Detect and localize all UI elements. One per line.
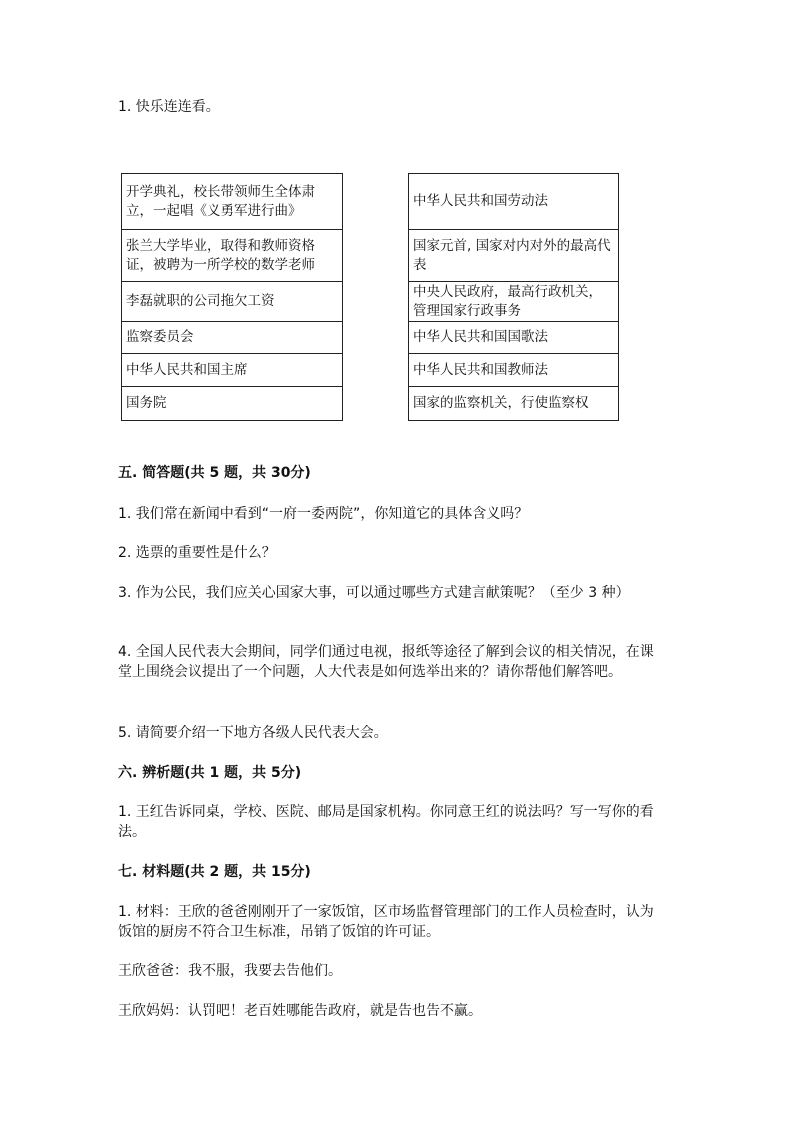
match-left-item: 李磊就职的公司拖欠工资 [122, 282, 343, 322]
match-left-item: 监察委员会 [122, 322, 343, 354]
match-right-item: 国家元首, 国家对内对外的最高代表 [409, 230, 619, 282]
match-right-item: 中华人民共和国劳动法 [409, 174, 619, 230]
match-left-item: 国务院 [122, 387, 343, 421]
match-right-item: 中央人民政府，最高行政机关，管理国家行政事务 [409, 282, 619, 322]
section-5-question-1: 1. 我们常在新闻中看到“一府一委两院”，你知道它的具体含义吗？ [118, 506, 529, 522]
match-left-column [121, 173, 343, 421]
match-right-column [408, 173, 619, 421]
section-7-material: 1. 材料：王欣的爸爸刚刚开了一家饭馆，区市场监督管理部门的工作人员检查时，认为饭馆的厨房不符合卫生标准，吊销了饭馆的许可证。 [118, 904, 654, 940]
match-right-item: 中华人民共和国教师法 [409, 354, 619, 387]
section-7-dad-quote: 王欣爸爸：我不服，我要去告他们。 [118, 963, 342, 979]
match-left-item: 开学典礼，校长带领师生全体肃立，一起唱《义勇军进行曲》 [122, 174, 343, 230]
section-7-title: 七. 材料题(共 2 题，共 15分) [118, 864, 311, 880]
section-5-title: 五. 简答题(共 5 题，共 30分) [118, 465, 311, 481]
match-left-item: 张兰大学毕业，取得和教师资格证，被聘为一所学校的数学老师 [122, 230, 343, 282]
section-7-mom-quote: 王欣妈妈：认罚吧！老百姓哪能告政府，就是告也告不赢。 [118, 1003, 482, 1019]
section-5-question-2: 2. 选票的重要性是什么？ [118, 545, 276, 561]
question-1-intro: 1. 快乐连连看。 [118, 99, 220, 115]
section-5-question-3: 3. 作为公民，我们应关心国家大事，可以通过哪些方式建言献策呢？（至少 3 种） [118, 585, 630, 601]
section-6-question-1: 1. 王红告诉同桌，学校、医院、邮局是国家机构。你同意王红的说法吗？写一写你的看法。 [118, 804, 654, 840]
section-5-question-4: 4. 全国人民代表大会期间，同学们通过电视，报纸等途径了解到会议的相关情况，在课堂上围绕会议提出了一个问题，人大代表是如何选举出来的？请你帮他们解答吧。 [118, 644, 654, 680]
section-6-title: 六. 辨析题(共 1 题，共 5分) [118, 765, 302, 781]
section-5-question-5: 5. 请简要介绍一下地方各级人民代表大会。 [118, 725, 388, 741]
match-right-item: 国家的监察机关，行使监察权 [409, 387, 619, 421]
match-right-item: 中华人民共和国国歌法 [409, 322, 619, 354]
match-left-item: 中华人民共和国主席 [122, 354, 343, 387]
